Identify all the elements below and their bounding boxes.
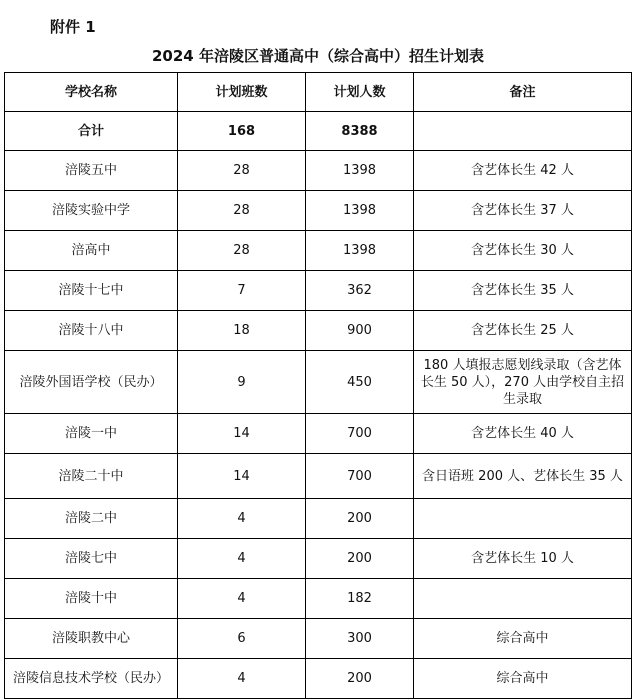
column-header-classes: 计划班数 [178,73,306,112]
note: 含艺体长生 35 人 [414,271,632,311]
table-row [5,499,632,539]
planned-classes: 4 [178,539,306,579]
planned-students: 1398 [306,151,414,191]
note: 含艺体长生 37 人 [414,191,632,231]
school-name: 涪陵十八中 [5,311,178,351]
column-header-school: 学校名称 [5,73,178,112]
planned-students: 1398 [306,231,414,271]
table-row [5,271,632,311]
table-row [5,351,632,414]
note: 综合高中 [414,619,632,659]
table-row [5,311,632,351]
table-row [5,414,632,454]
planned-students: 1398 [306,191,414,231]
planned-students: 200 [306,499,414,539]
column-header-students: 计划人数 [306,73,414,112]
note: 含艺体长生 10 人 [414,539,632,579]
school-name: 涪陵十中 [5,579,178,619]
table-row [5,231,632,271]
school-name: 涪陵实验中学 [5,191,178,231]
planned-students: 300 [306,619,414,659]
note: 180 人填报志愿划线录取（含艺体长生 50 人），270 人由学校自主招生录取 [414,351,632,414]
school-name: 涪陵七中 [5,539,178,579]
planned-classes: 4 [178,579,306,619]
planned-students: 700 [306,414,414,454]
total-label: 合计 [5,112,178,151]
planned-students: 450 [306,351,414,414]
table-row [5,191,632,231]
planned-students: 200 [306,659,414,699]
planned-classes: 18 [178,311,306,351]
planned-classes: 28 [178,231,306,271]
table-row [5,539,632,579]
school-name: 涪陵外国语学校（民办） [5,351,178,414]
total-students: 8388 [306,112,414,151]
note: 含艺体长生 40 人 [414,414,632,454]
planned-classes: 6 [178,619,306,659]
note: 含艺体长生 30 人 [414,231,632,271]
note [414,499,632,539]
planned-students: 362 [306,271,414,311]
note: 含艺体长生 25 人 [414,311,632,351]
total-classes: 168 [178,112,306,151]
attachment-label: 附件 1 [50,18,96,36]
page-title: 2024 年涪陵区普通高中（综合高中）招生计划表 [152,47,484,65]
table-header-row [5,73,632,112]
school-name: 涪陵职教中心 [5,619,178,659]
table-row [5,579,632,619]
school-name: 涪陵五中 [5,151,178,191]
planned-students: 200 [306,539,414,579]
column-header-note: 备注 [414,73,632,112]
planned-classes: 4 [178,499,306,539]
planned-classes: 28 [178,151,306,191]
school-name: 涪陵十七中 [5,271,178,311]
planned-students: 700 [306,454,414,499]
planned-classes: 28 [178,191,306,231]
planned-classes: 14 [178,414,306,454]
planned-students: 900 [306,311,414,351]
table-row [5,619,632,659]
planned-classes: 7 [178,271,306,311]
planned-classes: 9 [178,351,306,414]
note [414,579,632,619]
table-row [5,151,632,191]
total-note [414,112,632,151]
school-name: 涪陵一中 [5,414,178,454]
total-row [5,112,632,151]
planned-students: 182 [306,579,414,619]
table-row [5,454,632,499]
school-name: 涪陵二十中 [5,454,178,499]
note: 含日语班 200 人、艺体长生 35 人 [414,454,632,499]
planned-classes: 4 [178,659,306,699]
school-name: 涪高中 [5,231,178,271]
note: 含艺体长生 42 人 [414,151,632,191]
planned-classes: 14 [178,454,306,499]
table-row [5,659,632,699]
school-name: 涪陵信息技术学校（民办） [5,659,178,699]
enrollment-plan-table [4,72,632,699]
note: 综合高中 [414,659,632,699]
school-name: 涪陵二中 [5,499,178,539]
